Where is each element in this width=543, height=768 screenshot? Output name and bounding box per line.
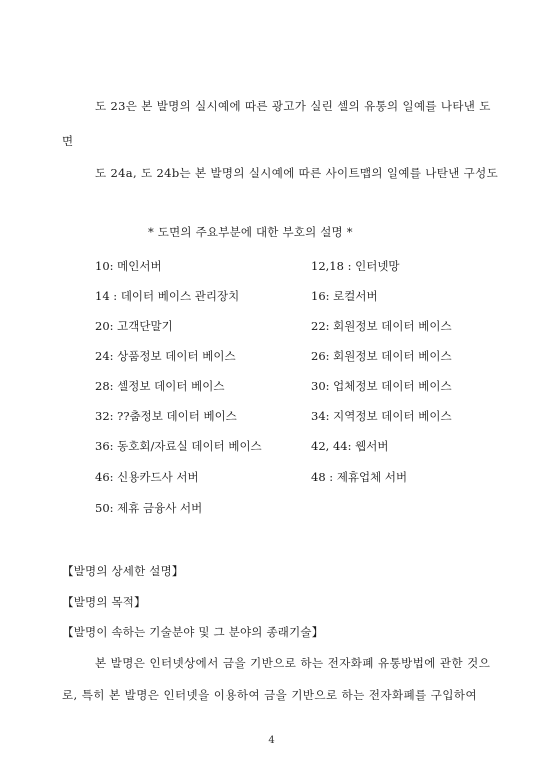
symbol-item: 22: 회원정보 데이터 베이스 (311, 319, 452, 333)
symbol-item: 28: 셀정보 데이터 베이스 (95, 379, 225, 393)
symbol-item: 48 : 제휴업체 서버 (311, 470, 408, 484)
body-text-line1: 본 발명은 인터넷상에서 금을 기반으로 하는 전자화폐 유통방법에 관한 것으 (95, 656, 491, 670)
symbol-item: 14 : 데이터 베이스 관리장치 (95, 289, 240, 303)
symbol-item: 50: 제휴 금융사 서버 (95, 501, 203, 515)
section-heading-purpose: 【발명의 목적】 (62, 595, 146, 609)
fig23-description-line1: 도 23은 본 발명의 실시예에 따른 광고가 실린 셀의 유통의 일예를 나타낸 도 (95, 99, 491, 113)
symbol-item: 16: 로컬서버 (311, 289, 378, 303)
symbol-item: 36: 동호회/자료실 데이터 베이스 (95, 439, 262, 453)
symbol-item: 20: 고객단말기 (95, 319, 173, 333)
symbol-item: 32: ??춤정보 데이터 베이스 (95, 409, 237, 423)
section-heading-technical-field: 【발명이 속하는 기술분야 및 그 분야의 종래기술】 (62, 625, 324, 639)
symbol-item: 34: 지역정보 데이터 베이스 (311, 409, 452, 423)
symbol-item: 26: 회원정보 데이터 베이스 (311, 349, 452, 363)
symbol-item: 30: 업체정보 데이터 베이스 (311, 379, 452, 393)
symbol-list-title: * 도면의 주요부분에 대한 부호의 설명 * (148, 225, 353, 239)
symbol-item: 46: 신용카드사 서버 (95, 470, 199, 484)
symbol-item: 12,18 : 인터넷망 (311, 259, 400, 273)
section-heading-detailed-description: 【발명의 상세한 설명】 (62, 564, 184, 578)
page-number: 4 (268, 735, 275, 746)
symbol-item: 24: 상품정보 데이터 베이스 (95, 349, 236, 363)
fig23-description-line2: 면 (62, 134, 74, 148)
body-text-line2: 로, 특히 본 발명은 인터넷을 이용하여 금을 기반으로 하는 전자화폐를 구입하여 (62, 688, 478, 702)
symbol-item: 10: 메인서버 (95, 259, 162, 273)
symbol-item: 42, 44: 웹서버 (311, 439, 389, 453)
fig24-description: 도 24a, 도 24b는 본 발명의 실시예에 따른 사이트맵의 일예를 나탄낸 구성도 (95, 166, 499, 180)
